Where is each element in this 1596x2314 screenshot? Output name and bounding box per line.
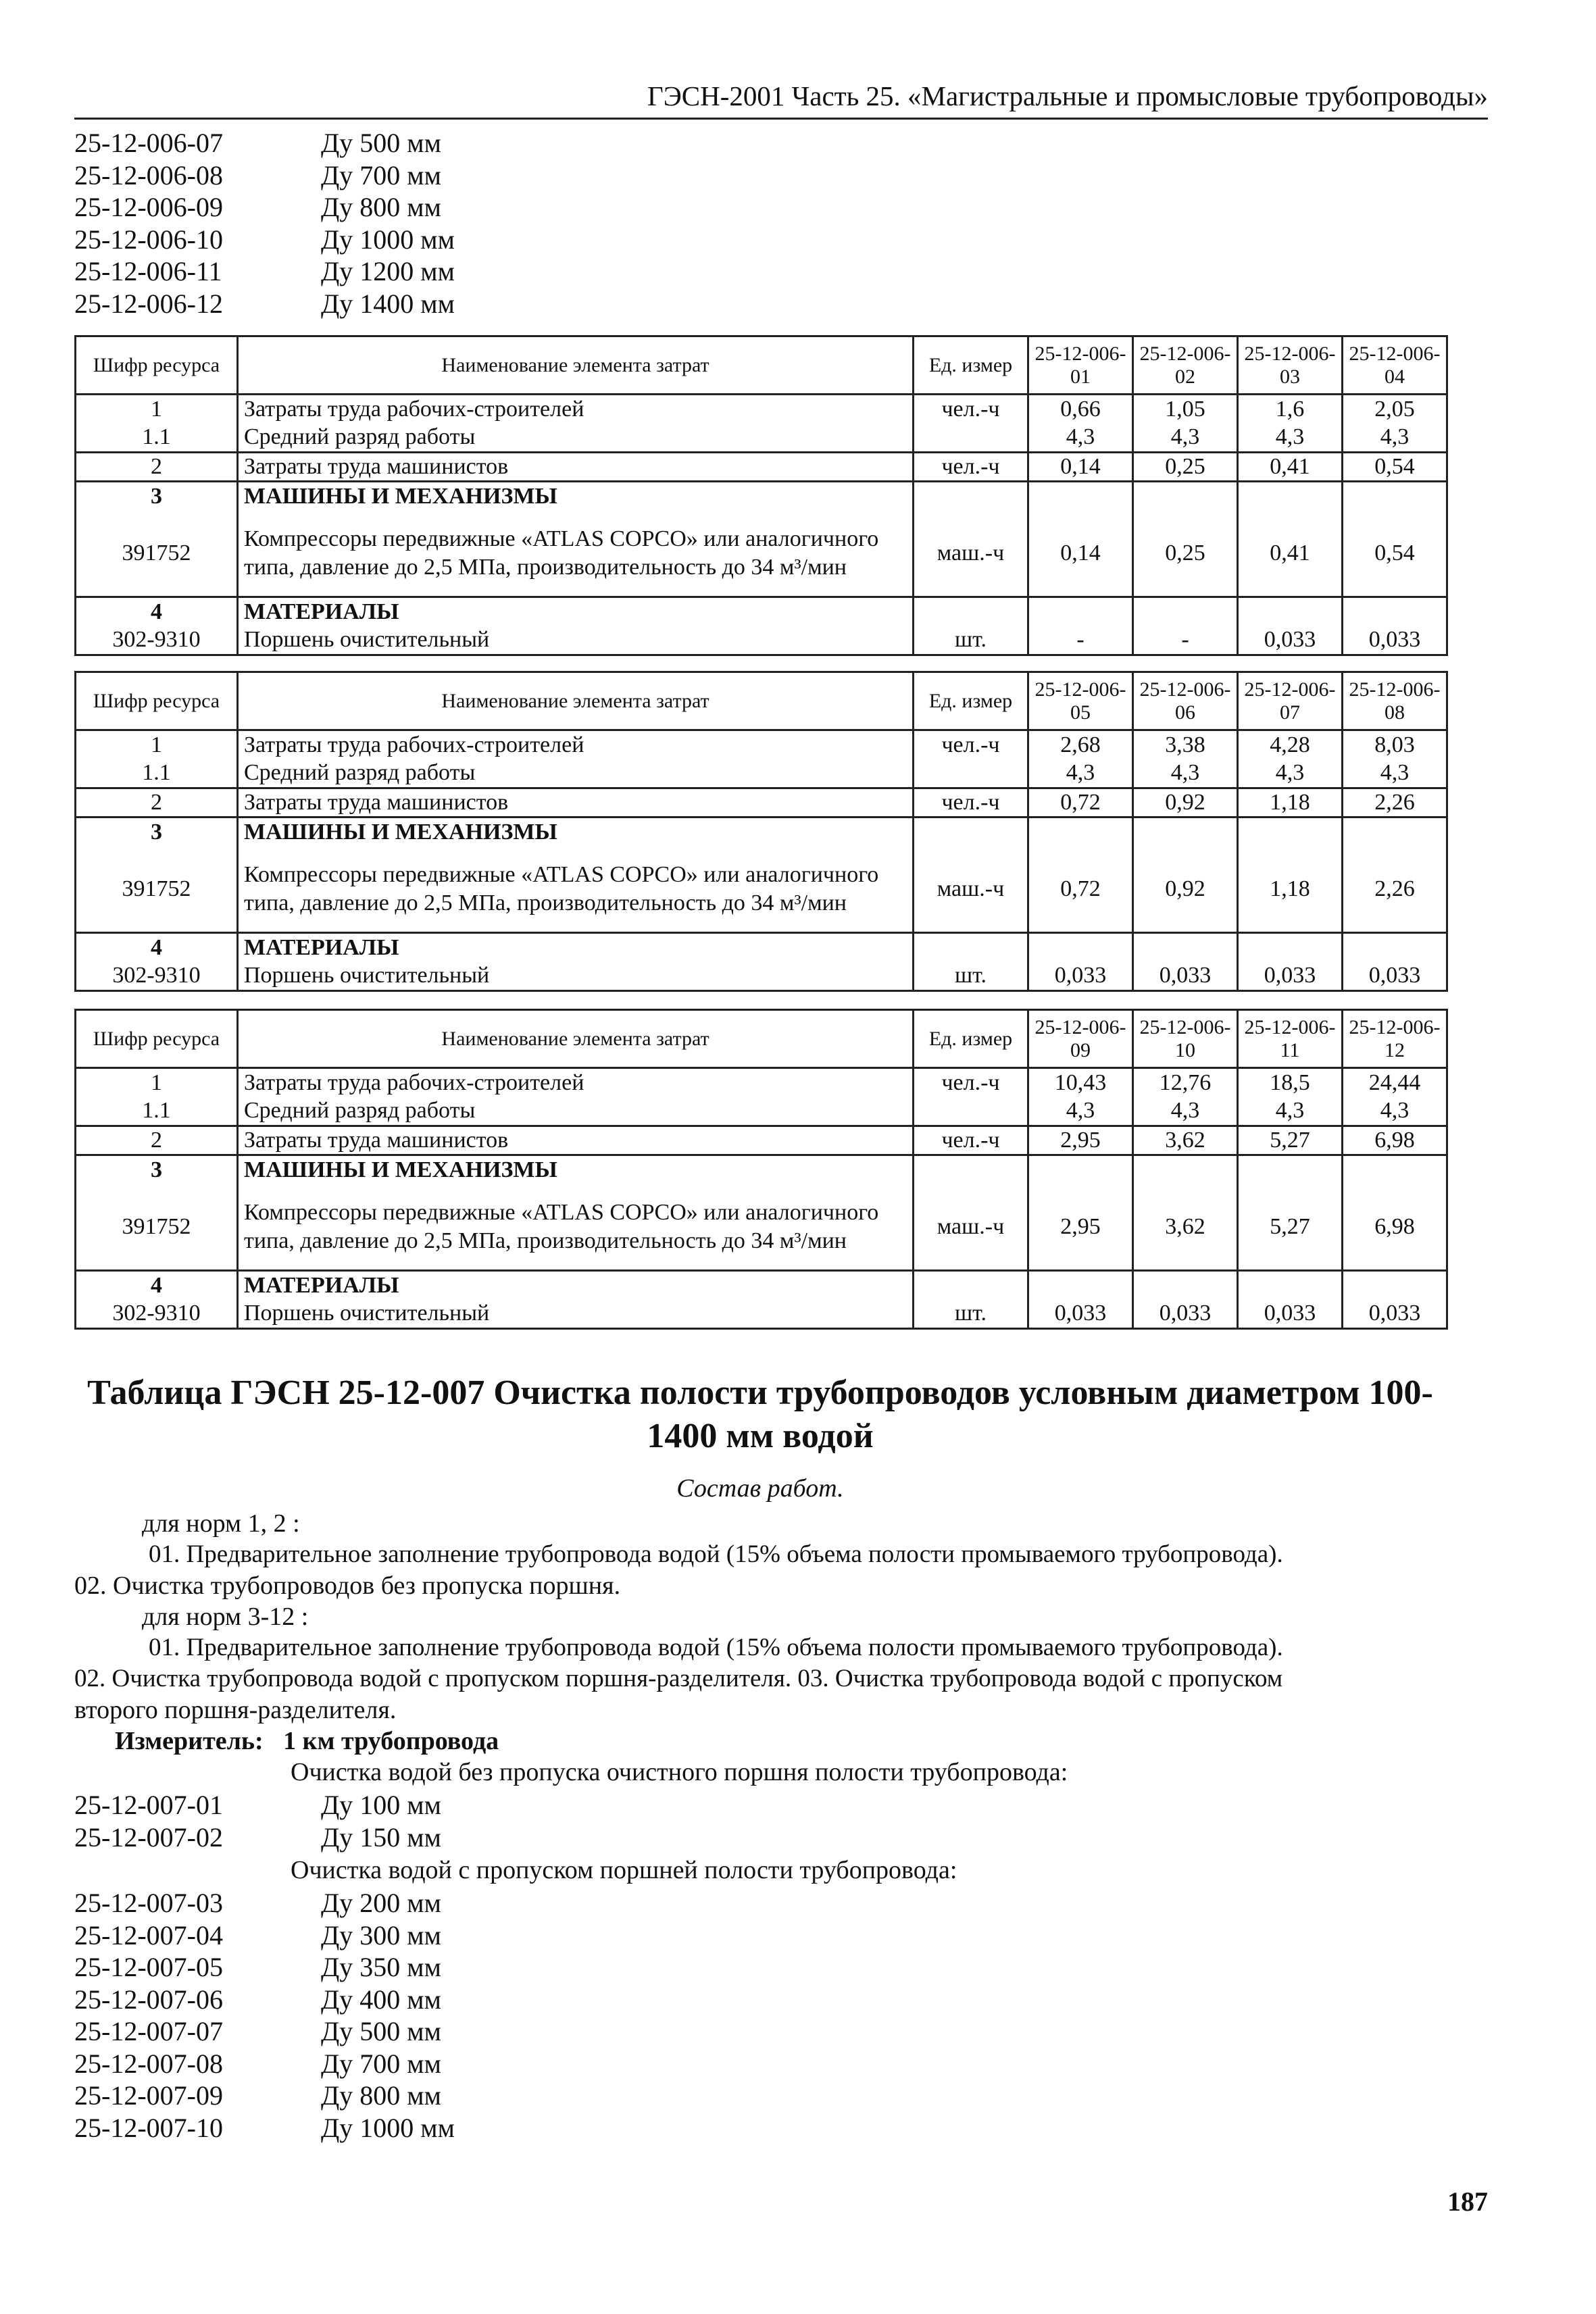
cell-value <box>1238 933 1343 962</box>
cell-unit <box>914 933 1028 962</box>
header-name: Наименование элемента затрат <box>238 336 914 395</box>
norm-description: Ду 800 мм <box>321 192 441 222</box>
norm-code: 25-12-007-01 <box>74 1790 223 1820</box>
cell-name: Затраты труда машинистов <box>238 1126 914 1155</box>
norms-3-12-label: для норм 3-12 : <box>142 1603 309 1631</box>
norms-3-12-line-b: 02. Очистка трубопровода водой с пропуском поршня-разделителя. 03. Очистка трубопровода водой с пропуском <box>74 1665 1283 1692</box>
header-norm-code: 25-12-006-09 <box>1028 1010 1133 1068</box>
norm-description: Ду 800 мм <box>321 2080 441 2111</box>
cell-value <box>1343 597 1447 626</box>
cell-value: 4,3 <box>1238 1097 1343 1126</box>
cell-value: 2,05 <box>1343 395 1447 424</box>
cell-name: Затраты труда рабочих-строителей <box>238 730 914 759</box>
norm-code: 25-12-006-08 <box>74 159 223 191</box>
measure-line <box>74 1726 1500 1757</box>
cell-value: 4,3 <box>1028 759 1133 788</box>
norm-code: 25-12-006-10 <box>74 224 223 255</box>
cell-unit <box>914 597 1028 626</box>
cell-unit <box>914 1155 1028 1184</box>
work-description <box>74 1508 1500 1788</box>
header-norm-code: 25-12-006-05 <box>1028 672 1133 730</box>
table-row <box>76 730 1447 759</box>
cell-value: 6,98 <box>1343 1184 1447 1271</box>
cell-value: 0,033 <box>1343 962 1447 991</box>
header-name: Наименование элемента затрат <box>238 1010 914 1068</box>
cell-name: Средний разряд работы <box>238 759 914 788</box>
cell-value <box>1238 818 1343 847</box>
norms-1-2-line-b: 02. Очистка трубопроводов без пропуска поршня. <box>74 1571 621 1600</box>
cell-cipher: 2 <box>76 1126 238 1155</box>
header-norm-code: 25-12-006-12 <box>1343 1010 1447 1068</box>
cell-cipher: 3 <box>76 482 238 511</box>
table-row <box>76 453 1447 482</box>
cell-value <box>1133 482 1238 511</box>
cell-value: 12,76 <box>1133 1068 1238 1097</box>
cell-value: 0,033 <box>1133 1300 1238 1329</box>
cell-value: 2,95 <box>1028 1126 1133 1155</box>
cell-value <box>1133 1155 1238 1184</box>
cell-name: МАТЕРИАЛЫ <box>238 933 914 962</box>
cell-name: Средний разряд работы <box>238 1097 914 1126</box>
cell-cipher: 391752 <box>76 847 238 933</box>
cell-unit: чел.-ч <box>914 395 1028 424</box>
cell-cipher: 1 <box>76 395 238 424</box>
table-row <box>76 759 1447 788</box>
norm-description: Ду 100 мм <box>321 1790 441 1820</box>
cell-name: Поршень очистительный <box>238 626 914 655</box>
header-norm-code: 25-12-006-03 <box>1238 336 1343 395</box>
cell-cipher: 1 <box>76 1068 238 1097</box>
cell-value <box>1343 1155 1447 1184</box>
header-norm-code: 25-12-006-06 <box>1133 672 1238 730</box>
cell-cipher: 2 <box>76 453 238 482</box>
norm-description: Ду 200 мм <box>321 1888 441 1918</box>
header-norm-code: 25-12-006-02 <box>1133 336 1238 395</box>
cell-value <box>1133 1271 1238 1300</box>
cell-cipher: 3 <box>76 1155 238 1184</box>
cell-value <box>1238 482 1343 511</box>
cell-value <box>1028 597 1133 626</box>
composition-label: Состав работ. <box>676 1474 844 1503</box>
cell-value: 0,41 <box>1238 453 1343 482</box>
norm-description: Ду 700 мм <box>321 159 441 191</box>
table-row <box>76 511 1447 597</box>
norm-description: Ду 500 мм <box>321 128 441 158</box>
table-row <box>76 626 1447 655</box>
header-norm-code: 25-12-006-11 <box>1238 1010 1343 1068</box>
cell-unit: чел.-ч <box>914 453 1028 482</box>
cell-unit <box>914 1097 1028 1126</box>
table-row <box>76 818 1447 847</box>
cell-name: Компрессоры передвижные «ATLAS COPCO» или аналогичного типа, давление до 2,5 МПа, производительность до 34 м³/мин <box>238 1184 914 1271</box>
norm-description: Ду 400 мм <box>321 1984 441 2015</box>
cell-unit <box>914 759 1028 788</box>
cell-value: 0,14 <box>1028 511 1133 597</box>
norms-1-2-label: для норм 1, 2 : <box>142 1509 300 1538</box>
table-row <box>76 395 1447 424</box>
cell-value: 0,41 <box>1238 511 1343 597</box>
norm-description: Ду 350 мм <box>321 1952 441 1982</box>
cell-unit: маш.-ч <box>914 511 1028 597</box>
cell-value: 18,5 <box>1238 1068 1343 1097</box>
page-number: 187 <box>1447 2186 1488 2217</box>
resource-table <box>74 1009 1448 1330</box>
cell-value: 2,68 <box>1028 730 1133 759</box>
cell-value: 0,66 <box>1028 395 1133 424</box>
cell-value <box>1238 1271 1343 1300</box>
cell-unit <box>914 818 1028 847</box>
norm-code: 25-12-007-10 <box>74 2112 223 2143</box>
table-row <box>76 933 1447 962</box>
norm-description: Ду 500 мм <box>321 2016 441 2046</box>
cell-value: - <box>1028 626 1133 655</box>
cell-value: 3,62 <box>1133 1126 1238 1155</box>
cell-value: 4,3 <box>1133 1097 1238 1126</box>
cell-value: 4,3 <box>1343 424 1447 453</box>
header-norm-code: 25-12-006-04 <box>1343 336 1447 395</box>
norm-description: Ду 150 мм <box>321 1821 441 1853</box>
cell-value: 4,3 <box>1343 1097 1447 1126</box>
cell-cipher: 302-9310 <box>76 1300 238 1329</box>
cell-value: 5,27 <box>1238 1184 1343 1271</box>
cell-value: 10,43 <box>1028 1068 1133 1097</box>
norms-1-2-line-a: 01. Предварительное заполнение трубопровода водой (15% объема полости промываемого трубопровода). <box>149 1540 1283 1568</box>
cell-name: МАТЕРИАЛЫ <box>238 597 914 626</box>
cell-value <box>1133 597 1238 626</box>
cell-name: Поршень очистительный <box>238 962 914 991</box>
cell-value <box>1343 1271 1447 1300</box>
cell-value: 2,26 <box>1343 847 1447 933</box>
header-name: Наименование элемента затрат <box>238 672 914 730</box>
table-row <box>76 1155 1447 1184</box>
cell-value: 5,27 <box>1238 1126 1343 1155</box>
cell-value: 0,033 <box>1343 626 1447 655</box>
norm-code: 25-12-006-11 <box>74 256 222 286</box>
cell-cipher: 3 <box>76 818 238 847</box>
cell-value: 4,3 <box>1238 759 1343 788</box>
table-row <box>76 1300 1447 1329</box>
table-row <box>76 597 1447 626</box>
cell-name: Затраты труда машинистов <box>238 788 914 818</box>
norms-3-12-line-a: 01. Предварительное заполнение трубопровода водой (15% объема полости промываемого трубопровода). <box>149 1634 1283 1661</box>
cell-value: 0,033 <box>1028 1300 1133 1329</box>
header-norm-code: 25-12-006-01 <box>1028 336 1133 395</box>
cell-cipher: 1.1 <box>76 759 238 788</box>
cell-value: 3,62 <box>1133 1184 1238 1271</box>
measure-label: Измеритель: <box>115 1727 264 1755</box>
header-norm-code: 25-12-006-08 <box>1343 672 1447 730</box>
cell-name: МАТЕРИАЛЫ <box>238 1271 914 1300</box>
cell-unit: шт. <box>914 962 1028 991</box>
cell-value: 1,05 <box>1133 395 1238 424</box>
cell-unit <box>914 1271 1028 1300</box>
cell-value: 8,03 <box>1343 730 1447 759</box>
section-title-line2: 1400 мм водой <box>647 1417 874 1455</box>
norm-code: 25-12-006-12 <box>74 288 223 319</box>
table-row <box>76 1126 1447 1155</box>
norm-description: Ду 300 мм <box>321 1919 441 1951</box>
header-cipher: Шифр ресурса <box>76 1010 238 1068</box>
cell-value: - <box>1133 626 1238 655</box>
cell-cipher: 391752 <box>76 511 238 597</box>
header-title: ГЭСН-2001 Часть 25. «Магистральные и промысловые трубопроводы» <box>647 80 1488 111</box>
table-row <box>76 788 1447 818</box>
resource-table <box>74 335 1448 656</box>
cell-unit: шт. <box>914 1300 1028 1329</box>
table-row <box>76 847 1447 933</box>
cell-unit: чел.-ч <box>914 1126 1028 1155</box>
cell-value: 0,54 <box>1343 511 1447 597</box>
cell-value <box>1343 818 1447 847</box>
group1-heading: Очистка водой без пропуска очистного поршня полости трубопровода: <box>291 1758 1068 1786</box>
cell-value: 24,44 <box>1343 1068 1447 1097</box>
cell-cipher: 302-9310 <box>76 626 238 655</box>
cell-name: МАШИНЫ И МЕХАНИЗМЫ <box>238 482 914 511</box>
norm-code: 25-12-007-05 <box>74 1952 223 1982</box>
table-row <box>76 1271 1447 1300</box>
cell-value <box>1028 1271 1133 1300</box>
cell-name: Компрессоры передвижные «ATLAS COPCO» или аналогичного типа, давление до 2,5 МПа, производительность до 34 м³/мин <box>238 511 914 597</box>
cell-value: 4,3 <box>1133 424 1238 453</box>
resource-table <box>74 671 1448 992</box>
norm-code: 25-12-006-07 <box>74 128 223 158</box>
cell-value: 1,18 <box>1238 847 1343 933</box>
header-cipher: Шифр ресурса <box>76 672 238 730</box>
cell-unit <box>914 424 1028 453</box>
cell-name: Затраты труда рабочих-строителей <box>238 1068 914 1097</box>
cell-unit: чел.-ч <box>914 1068 1028 1097</box>
cell-value: 0,033 <box>1238 626 1343 655</box>
cell-name: Средний разряд работы <box>238 424 914 453</box>
table-row <box>76 1184 1447 1271</box>
cell-value <box>1133 818 1238 847</box>
cell-value: 4,3 <box>1133 759 1238 788</box>
cell-name: Поршень очистительный <box>238 1300 914 1329</box>
cell-value <box>1343 933 1447 962</box>
cell-value: 6,98 <box>1343 1126 1447 1155</box>
norm-code: 25-12-007-06 <box>74 1984 223 2015</box>
norm-code: 25-12-007-07 <box>74 2016 223 2046</box>
cell-value: 4,3 <box>1028 424 1133 453</box>
cell-value: 4,28 <box>1238 730 1343 759</box>
cell-value <box>1133 933 1238 962</box>
cell-value: 2,95 <box>1028 1184 1133 1271</box>
header-norm-code: 25-12-006-10 <box>1133 1010 1238 1068</box>
cell-value: 0,033 <box>1238 1300 1343 1329</box>
cell-value: 1,18 <box>1238 788 1343 818</box>
cell-value: 0,25 <box>1133 511 1238 597</box>
cell-cipher: 1.1 <box>76 1097 238 1126</box>
norm-description: Ду 1200 мм <box>321 256 455 286</box>
cell-cipher: 4 <box>76 597 238 626</box>
cell-name: Затраты труда рабочих-строителей <box>238 395 914 424</box>
cell-unit: чел.-ч <box>914 730 1028 759</box>
cell-unit: маш.-ч <box>914 847 1028 933</box>
cell-value <box>1238 1155 1343 1184</box>
measure-value: 1 км трубопровода <box>283 1727 499 1755</box>
cell-unit: маш.-ч <box>914 1184 1028 1271</box>
cell-value: 4,3 <box>1238 424 1343 453</box>
norm-code: 25-12-007-02 <box>74 1821 223 1853</box>
cell-value: 2,26 <box>1343 788 1447 818</box>
cell-unit <box>914 482 1028 511</box>
norm-code: 25-12-007-03 <box>74 1888 223 1918</box>
cell-unit: шт. <box>914 626 1028 655</box>
section-title <box>74 1372 1446 1458</box>
cell-value: 0,92 <box>1133 847 1238 933</box>
cell-value <box>1343 482 1447 511</box>
table-row <box>76 1097 1447 1126</box>
cell-value: 0,72 <box>1028 847 1133 933</box>
group2-heading: Очистка водой с пропуском поршней полости трубопровода: <box>291 1856 957 1884</box>
header-unit: Ед. измер <box>914 1010 1028 1068</box>
cell-name: МАШИНЫ И МЕХАНИЗМЫ <box>238 818 914 847</box>
cell-value <box>1028 482 1133 511</box>
cell-value: 4,3 <box>1343 759 1447 788</box>
norm-description: Ду 700 мм <box>321 2048 441 2079</box>
composition-heading <box>74 1473 1446 1504</box>
cell-value: 0,033 <box>1028 962 1133 991</box>
cell-cipher: 391752 <box>76 1184 238 1271</box>
cell-cipher: 2 <box>76 788 238 818</box>
header-unit: Ед. измер <box>914 336 1028 395</box>
cell-value: 0,14 <box>1028 453 1133 482</box>
cell-unit: чел.-ч <box>914 788 1028 818</box>
cell-name: Компрессоры передвижные «ATLAS COPCO» или аналогичного типа, давление до 2,5 МПа, производительность до 34 м³/мин <box>238 847 914 933</box>
header-norm-code: 25-12-006-07 <box>1238 672 1343 730</box>
table-row <box>76 482 1447 511</box>
cell-value <box>1238 597 1343 626</box>
header-cipher: Шифр ресурса <box>76 336 238 395</box>
norm-description: Ду 1400 мм <box>321 288 455 319</box>
cell-name: Затраты труда машинистов <box>238 453 914 482</box>
norm-description: Ду 1000 мм <box>321 2112 455 2143</box>
cell-value <box>1028 933 1133 962</box>
cell-value: 0,72 <box>1028 788 1133 818</box>
cell-value: 0,033 <box>1238 962 1343 991</box>
norm-code: 25-12-006-09 <box>74 192 223 222</box>
section-title-line1: Таблица ГЭСН 25-12-007 Очистка полости трубопроводов условным диаметром 100- <box>87 1374 1433 1412</box>
cell-value: 3,38 <box>1133 730 1238 759</box>
cell-name: МАШИНЫ И МЕХАНИЗМЫ <box>238 1155 914 1184</box>
table-row <box>76 1068 1447 1097</box>
norm-code: 25-12-007-04 <box>74 1919 223 1951</box>
cell-value: 0,92 <box>1133 788 1238 818</box>
cell-cipher: 1 <box>76 730 238 759</box>
cell-value: 0,25 <box>1133 453 1238 482</box>
table-row <box>76 962 1447 991</box>
table-row <box>76 424 1447 453</box>
cell-value <box>1028 1155 1133 1184</box>
norm-description: Ду 1000 мм <box>321 224 455 255</box>
cell-value: 0,033 <box>1343 1300 1447 1329</box>
cell-cipher: 4 <box>76 933 238 962</box>
norms-3-12-line-c: второго поршня-разделителя. <box>74 1696 397 1724</box>
cell-cipher: 1.1 <box>76 424 238 453</box>
cell-value: 1,6 <box>1238 395 1343 424</box>
cell-cipher: 4 <box>76 1271 238 1300</box>
cell-value: 0,54 <box>1343 453 1447 482</box>
cell-cipher: 302-9310 <box>76 962 238 991</box>
header-unit: Ед. измер <box>914 672 1028 730</box>
norm-code: 25-12-007-09 <box>74 2080 223 2111</box>
running-header <box>74 80 1488 120</box>
cell-value: 4,3 <box>1028 1097 1133 1126</box>
norm-code: 25-12-007-08 <box>74 2048 223 2079</box>
cell-value <box>1028 818 1133 847</box>
cell-value: 0,033 <box>1133 962 1238 991</box>
